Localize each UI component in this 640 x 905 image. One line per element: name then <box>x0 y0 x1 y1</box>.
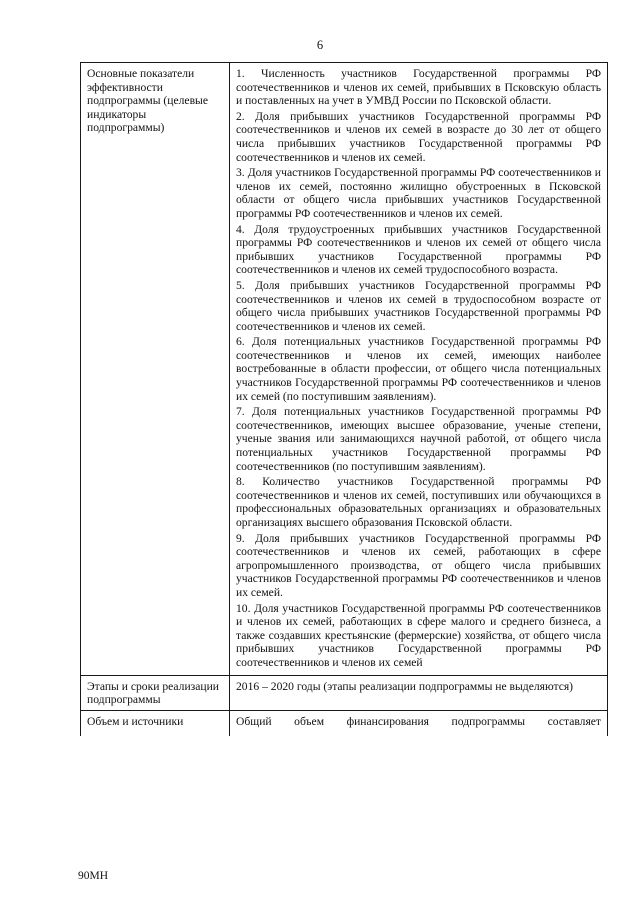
table-row-indicators <box>81 63 608 676</box>
table-row-funding <box>81 710 608 736</box>
indicators-label-cell: Основные показатели эффективности подпрограммы (целевые индикаторы подпрограммы) <box>81 63 230 676</box>
indicator-item: 4. Доля трудоустроенных прибывших участников Государственной программы РФ соотечественников и членов их семей от общего числа прибывших участников Государственной программы РФ соотечественников и членов их семей трудоспособного возраста. <box>236 222 601 277</box>
stages-label-cell: Этапы и сроки реализации подпрограммы <box>81 675 230 710</box>
indicator-item: 2. Доля прибывших участников Государственной программы РФ соотечественников и членов их семей в возрасте до 30 лет от общего числа прибывших участников Государственной программы РФ соотечественников и членов их семей. <box>236 109 601 164</box>
funding-label-cell: Объем и источники <box>81 710 230 736</box>
indicator-item: 7. Доля потенциальных участников Государственной программы РФ соотечественников, имеющих высшее образование, ученые степени, ученые звания или занимающихся научной работой, от общего числа потенциальных участников Государственной программы РФ соотечественников (по поступившим заявлениям). <box>236 405 601 473</box>
indicator-item: 3. Доля участников Государственной программы РФ соотечественников и членов их семей, постоянно жилищно обустроенных в Псковской области от общего числа прибывших участников Государственной программы РФ соотечественников и членов их семей. <box>236 166 601 220</box>
indicator-item: 10. Доля участников Государственной программы РФ соотечественников и членов их семей, работающих в сфере малого и среднего бизнеса, а также создавших крестьянские (фермерские) хозяйства, от общего числа прибывших участников Государственной программы РФ соотечественников и членов их семей <box>236 601 601 669</box>
indicator-item: 9. Доля прибывших участников Государственной программы РФ соотечественников и членов их семей, работающих в сфере агропромышленного производства, от общего числа прибывших участников Государственной программы РФ соотечественников и членов их семей. <box>236 531 601 599</box>
indicator-item: 1. Численность участников Государственной программы РФ соотечественников и членов их семей, прибывших в Псковскую область и поставленных на учет в УМВД России по Псковской области. <box>236 67 601 108</box>
funding-value-text: Общий объем финансирования подпрограммы составляет <box>236 714 601 728</box>
indicators-list-cell <box>230 63 608 676</box>
footer-document-code: 90МН <box>78 870 109 882</box>
passport-table <box>80 62 608 736</box>
stages-value-cell: 2016 – 2020 годы (этапы реализации подпрограммы не выделяются) <box>230 675 608 710</box>
indicator-item: 8. Количество участников Государственной программы РФ соотечественников и членов их семей, поступивших или обучающихся в профессиональных образовательных организациях и образовательных организациях высшего образования Псковской области. <box>236 475 601 529</box>
table-row-stages <box>81 675 608 710</box>
page-number: 6 <box>316 38 324 52</box>
indicator-item: 5. Доля прибывших участников Государственной программы РФ соотечественников и членов их семей в трудоспособном возрасте от общего числа прибывших участников Государственной программы РФ соотечественников и членов их семей. <box>236 278 601 333</box>
funding-value-cell <box>230 710 608 736</box>
indicator-item: 6. Доля потенциальных участников Государственной программы РФ соотечественников и членов их семей, имеющих наиболее востребованные в области профессии, от общего числа потенциальных участников Государственной программы РФ соотечественников и членов их семей (по поступившим заявлениям). <box>236 335 601 403</box>
